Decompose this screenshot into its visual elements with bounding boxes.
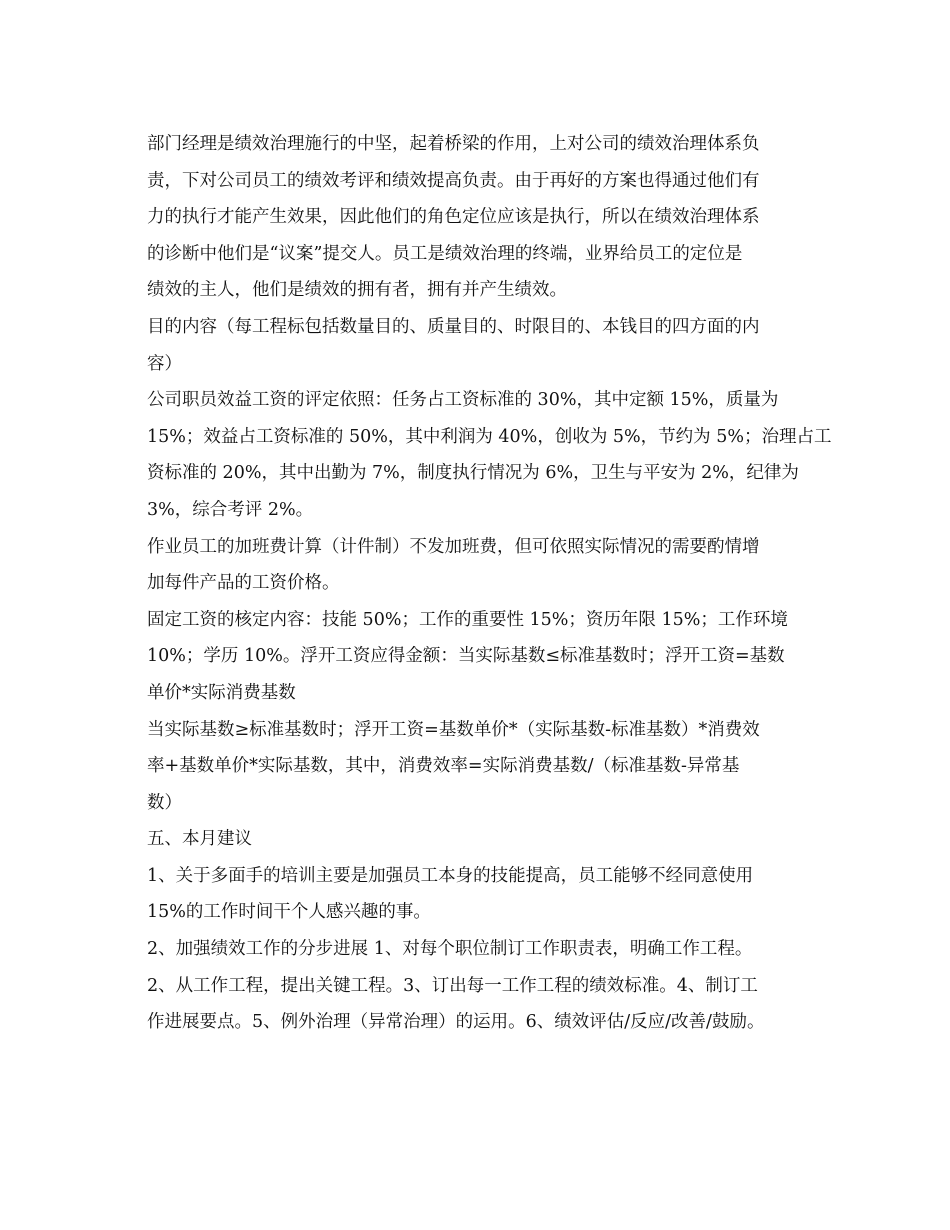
text-line: 数） xyxy=(147,792,182,813)
paragraph-suggestion-1 xyxy=(147,858,812,931)
text-line: 2、从工作工程，提出关键工程。3、订出每一工作工程的绩效标准。4、制订工 xyxy=(147,975,758,996)
text-line: 1、关于多面手的培训主要是加强员工本身的技能提高，员工能够不经同意使用 xyxy=(147,865,754,886)
text-line: 15%；效益占工资标准的 50%，其中利润为 40%，创收为 5%，节约为 5%；治理占工 xyxy=(147,426,832,447)
document-body xyxy=(147,126,832,1041)
text-line: 作进展要点。5、例外治理（异常治理）的运用。6、绩效评估/反应/改善/鼓励。 xyxy=(147,1012,765,1033)
text-line: 目的内容（每工程标包括数量目的、质量目的、时限目的、本钱目的四方面的内 xyxy=(147,316,760,337)
paragraph-benefit-wage xyxy=(147,382,832,528)
paragraph-suggestion-2-steps xyxy=(147,968,812,1041)
text-line: 作业员工的加班费计算（计件制）不发加班费，但可依照实际情况的需要酌情增 xyxy=(147,536,760,557)
text-line: 固定工资的核定内容：技能 50%；工作的重要性 15%；资历年限 15%；工作环境 xyxy=(147,609,788,630)
paragraph-suggestion-2 xyxy=(147,931,812,968)
text-line: 力的执行才能产生效果，因此他们的角色定位应该是执行，所以在绩效治理体系 xyxy=(147,207,760,228)
paragraph-manager-role xyxy=(147,126,812,309)
text-line: 的诊断中他们是“议案”提交人。员工是绩效治理的终端，业界给员工的定位是 xyxy=(147,243,743,264)
paragraph-overtime xyxy=(147,529,812,602)
text-line: 率+基数单价*实际基数，其中，消费效率=实际消费基数/（标准基数-异常基 xyxy=(147,756,740,777)
text-line: 10%；学历 10%。浮开工资应得金额：当实际基数≤标准基数时；浮开工资=基数 xyxy=(147,646,785,667)
text-line: 五、本月建议 xyxy=(147,829,252,850)
text-line: 当实际基数≥标准基数时；浮开工资=基数单价*（实际基数-标准基数）*消费效 xyxy=(147,719,760,740)
text-line: 容） xyxy=(147,353,182,374)
text-line: 公司职员效益工资的评定依照：任务占工资标准的 30%，其中定额 15%，质量为 xyxy=(147,390,779,411)
paragraph-objective-content xyxy=(147,309,812,382)
text-line: 单价*实际消费基数 xyxy=(147,682,296,703)
text-line: 2、加强绩效工作的分步进展 1、对每个职位制订工作职责表，明确工作工程。 xyxy=(147,939,753,960)
text-line: 绩效的主人，他们是绩效的拥有者，拥有并产生绩效。 xyxy=(147,280,567,301)
text-line: 部门经理是绩效治理施行的中坚，起着桥梁的作用，上对公司的绩效治理体系负 xyxy=(147,134,760,154)
text-line: 责，下对公司员工的绩效考评和绩效提高负责。由于再好的方案也得通过他们有 xyxy=(147,170,760,191)
paragraph-floating-wage-formula xyxy=(147,712,812,822)
text-line: 3%，综合考评 2%。 xyxy=(147,499,314,520)
paragraph-fixed-wage xyxy=(147,602,812,712)
text-line: 资标准的 20%，其中出勤为 7%，制度执行情况为 6%，卫生与平安为 2%，纪律为 xyxy=(147,463,799,484)
text-line: 15%的工作时间干个人感兴趣的事。 xyxy=(147,902,431,923)
text-line: 加每件产品的工资价格。 xyxy=(147,573,340,594)
section-heading-monthly-suggestions xyxy=(147,821,812,858)
